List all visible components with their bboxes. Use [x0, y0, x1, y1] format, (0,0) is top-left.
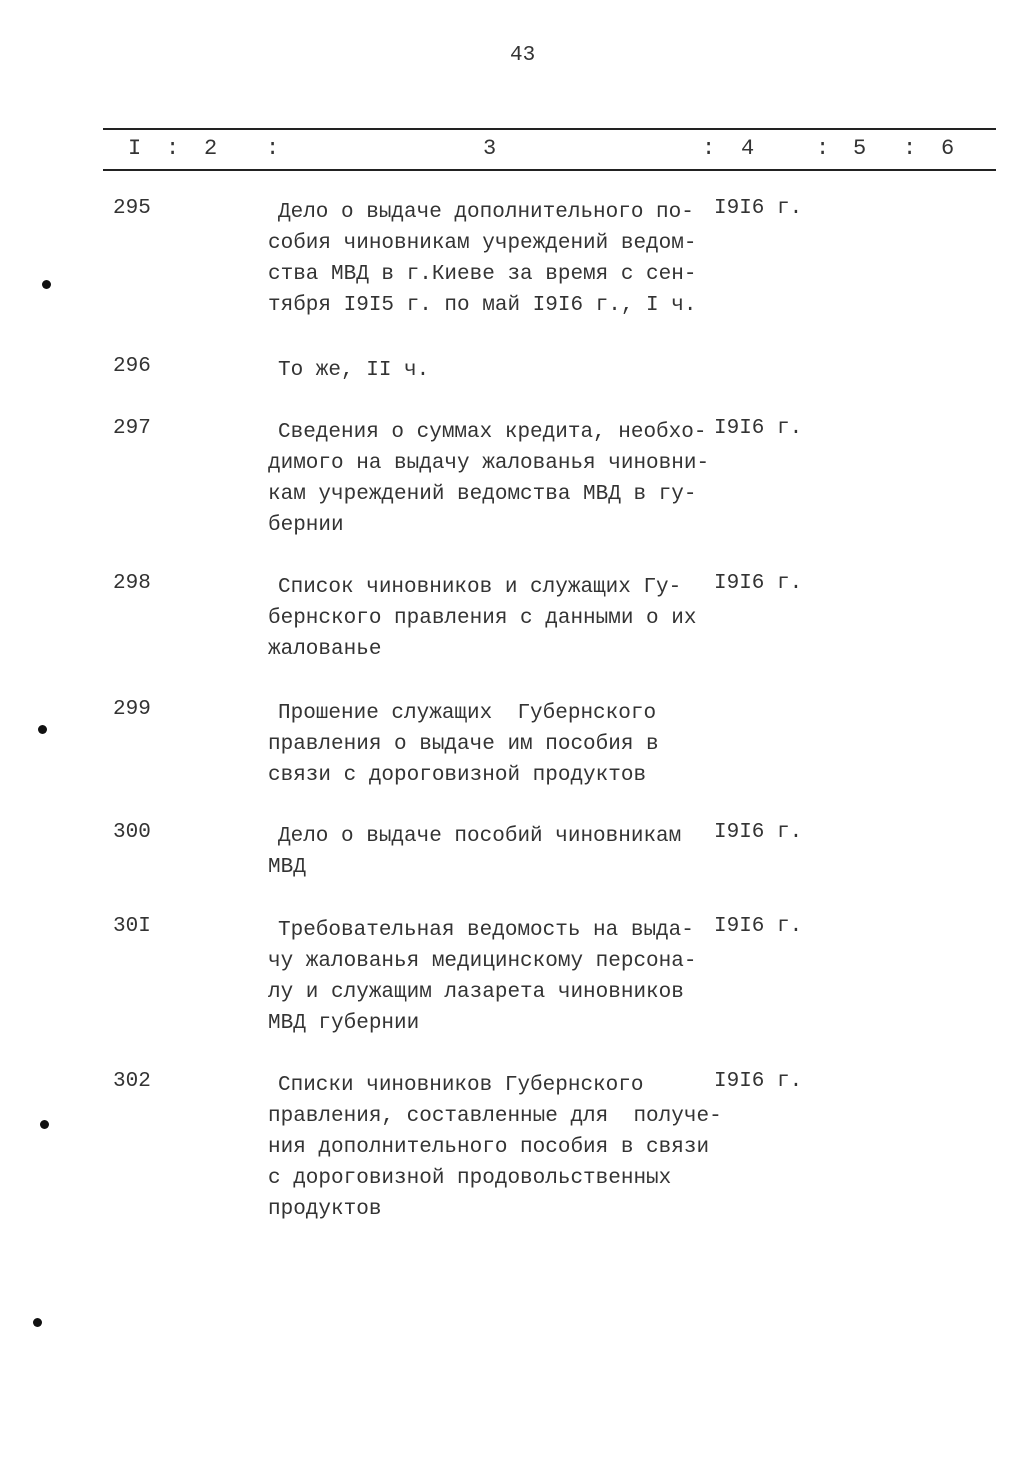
- description-line: связи с дороговизной продуктов: [268, 764, 647, 787]
- entry-year: I9I6 г.: [714, 1070, 803, 1093]
- entry-description: [268, 572, 696, 665]
- punch-hole: [42, 280, 51, 289]
- entry-number: 298: [113, 572, 151, 595]
- description-line: ства МВД в г.Киеве за время с сен-: [268, 263, 697, 286]
- description-line: тября I9I5 г. по май I9I6 г., I ч.: [268, 294, 697, 317]
- header-bottom-rule: [103, 169, 996, 171]
- description-line: бернии: [268, 514, 344, 537]
- description-line: МВД губернии: [268, 1012, 420, 1035]
- description-line: Прошение служащих Губернского: [278, 702, 657, 725]
- col-1: I: [128, 136, 142, 161]
- description-line: жалованье: [268, 638, 382, 661]
- description-line: Дело о выдаче дополнительного по-: [278, 201, 694, 224]
- entry-description: [268, 698, 659, 791]
- entry-number: 299: [113, 698, 151, 721]
- col-2: 2: [204, 136, 218, 161]
- col-sep: :: [903, 136, 917, 161]
- page-number: 43: [510, 44, 536, 67]
- col-sep: :: [816, 136, 830, 161]
- entry-description: [268, 417, 709, 541]
- description-line: Дело о выдаче пособий чиновникам: [278, 825, 682, 848]
- description-line: с дороговизной продовольственных: [268, 1167, 672, 1190]
- entry-description: [268, 821, 681, 883]
- entry-year: I9I6 г.: [714, 572, 803, 595]
- description-line: правления, составленные для получе-: [268, 1105, 722, 1128]
- description-line: кам учреждений ведомства МВД в гу-: [268, 483, 697, 506]
- entry-number: 295: [113, 197, 151, 220]
- description-line: чу жалованья медицинскому персона-: [268, 950, 697, 973]
- col-sep: :: [166, 136, 180, 161]
- col-3: 3: [483, 136, 497, 161]
- punch-hole: [40, 1120, 49, 1129]
- col-4: 4: [741, 136, 755, 161]
- punch-hole: [33, 1318, 42, 1327]
- description-line: лу и служащим лазарета чиновников: [268, 981, 684, 1004]
- entry-description: [268, 915, 696, 1039]
- description-line: бернского правления с данными о их: [268, 607, 697, 630]
- description-line: МВД: [268, 856, 306, 879]
- entry-number: 30I: [113, 915, 151, 938]
- entry-year: I9I6 г.: [714, 821, 803, 844]
- description-line: димого на выдачу жалованья чиновни-: [268, 452, 710, 475]
- description-line: ния дополнительного пособия в связи: [268, 1136, 710, 1159]
- entry-number: 297: [113, 417, 151, 440]
- entry-description: [268, 197, 696, 321]
- col-5: 5: [853, 136, 867, 161]
- description-line: То же, II ч.: [278, 359, 430, 382]
- header-top-rule: [103, 128, 996, 130]
- entry-year: I9I6 г.: [714, 915, 803, 938]
- col-6: 6: [941, 136, 955, 161]
- description-line: собия чиновникам учреждений ведом-: [268, 232, 697, 255]
- entry-description: [268, 1070, 722, 1225]
- col-sep: :: [702, 136, 716, 161]
- entry-year: I9I6 г.: [714, 197, 803, 220]
- description-line: Требовательная ведомость на выда-: [278, 919, 694, 942]
- col-sep: :: [266, 136, 280, 161]
- description-line: правления о выдаче им пособия в: [268, 733, 659, 756]
- entry-year: I9I6 г.: [714, 417, 803, 440]
- entry-number: 296: [113, 355, 151, 378]
- description-line: Сведения о суммах кредита, необхо-: [278, 421, 707, 444]
- entry-number: 302: [113, 1070, 151, 1093]
- entry-number: 300: [113, 821, 151, 844]
- description-line: Списки чиновников Губернского: [278, 1074, 644, 1097]
- description-line: продуктов: [268, 1198, 382, 1221]
- entry-description: [268, 355, 429, 386]
- description-line: Список чиновников и служащих Гу-: [278, 576, 682, 599]
- punch-hole: [38, 725, 47, 734]
